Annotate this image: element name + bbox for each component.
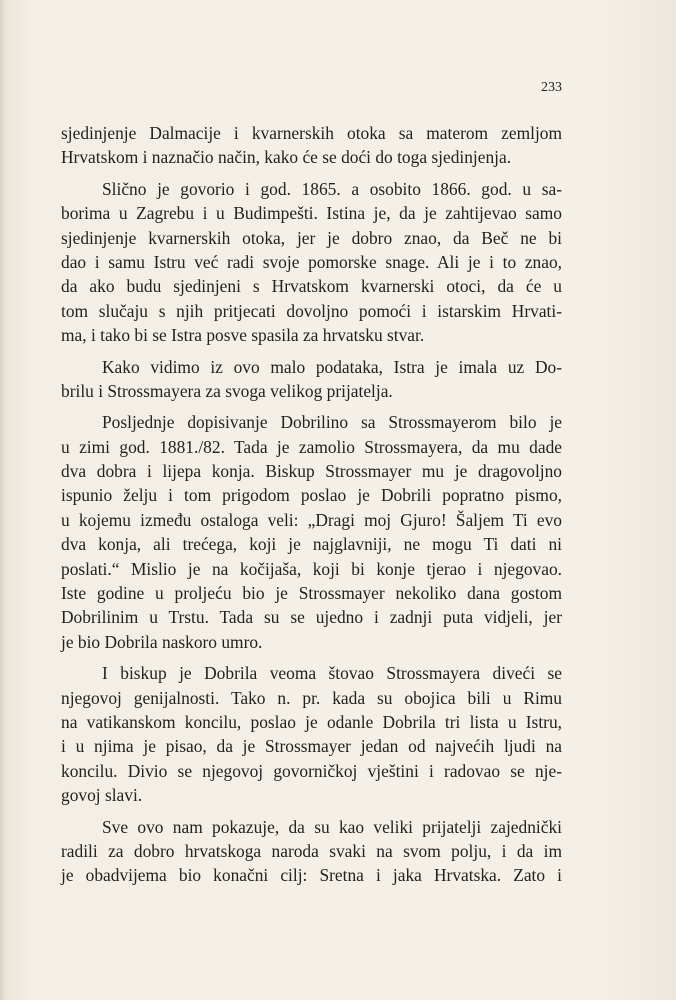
page-number: 233 xyxy=(541,80,562,95)
paragraph xyxy=(61,410,562,654)
text-line: na vatikanskom koncilu, poslao je odanle Dobrila tri lista u Istru, xyxy=(61,711,562,732)
text-line: tom slučaju s njih pritjecati dovoljno pomoći i istarskim Hrvati- xyxy=(61,300,562,321)
text-line: brilu i Strossmayera za svoga velikog prijatelja. xyxy=(61,380,393,401)
text-line: borima u Zagrebu i u Budimpešti. Istina je, da je zahtijevao samo xyxy=(61,203,562,224)
text-line: radili za dobro hrvatskoga naroda svaki na svom polju, i da im xyxy=(61,840,562,861)
text-line: ispunio želju i tom prigodom poslao je Dobrili popratno pismo, xyxy=(61,485,562,506)
text-line: dva dobra i lijepa konja. Biskup Strossmayer mu je dragovoljno xyxy=(61,461,562,482)
text-line: Iste godine u proljeću bio je Strossmayer nekoliko dana gostom xyxy=(61,583,562,604)
paragraph xyxy=(61,661,562,807)
text-line: Posljednje dopisivanje Dobrilino sa Strossmayerom bilo je xyxy=(102,412,562,433)
text-line: Slično je govorio i god. 1865. a osobito 1866. god. u sa- xyxy=(102,178,562,199)
text-line: da ako budu sjedinjeni s Hrvatskom kvarnerski otoci, da će u xyxy=(61,276,562,297)
text-line: Dobrilinim u Trstu. Tada su se ujedno i zadnji puta vidjeli, jer xyxy=(61,607,562,628)
paragraph-gap xyxy=(61,170,562,177)
text-line: dao i samu Istru već radi svoje pomorske snage. Ali je i to znao, xyxy=(61,251,562,272)
text-line: dva konja, ali trećega, koji je najglavniji, ne mogu Ti dati ni xyxy=(61,534,562,555)
body-text xyxy=(61,121,562,888)
paragraph xyxy=(61,815,562,888)
paragraph-gap xyxy=(61,654,562,661)
text-line: govoj slavi. xyxy=(61,785,143,806)
text-line: ma, i tako bi se Istra posve spasila za hrvatsku stvar. xyxy=(61,325,425,346)
paragraph xyxy=(61,355,562,404)
paragraph-gap xyxy=(61,808,562,815)
text-line: I biskup je Dobrila veoma štovao Strossmayera diveći se xyxy=(102,663,562,684)
text-line: sjedinjenje kvarnerskih otoka, jer je dobro znao, da Beč ne bi xyxy=(61,227,562,248)
paragraph-gap xyxy=(61,348,562,355)
paragraph-gap xyxy=(61,403,562,410)
text-line: u kojemu između ostaloga veli: „Dragi moj Gjuro! Šaljem Ti evo xyxy=(61,509,562,530)
text-line: je bio Dobrila naskoro umro. xyxy=(61,631,263,652)
text-line: Kako vidimo iz ovo malo podataka, Istra je imala uz Do- xyxy=(102,356,562,377)
text-line: poslati.“ Mislio je na kočijaša, koji bi konje tjerao i njegovao. xyxy=(61,558,562,579)
text-line: i u njima je pisao, da je Strossmayer jedan od najvećih ljudi na xyxy=(61,736,562,757)
text-line: u zimi god. 1881./82. Tada je zamolio Strossmayera, da mu dade xyxy=(61,436,562,457)
paragraph xyxy=(61,121,562,170)
text-line: je obadvijema bio konačni cilj: Sretna i jaka Hrvatska. Zato i xyxy=(61,865,562,886)
text-line: Sve ovo nam pokazuje, da su kao veliki prijatelji zajednički xyxy=(102,816,562,837)
paragraph xyxy=(61,177,562,348)
text-line: sjedinjenje Dalmacije i kvarnerskih otoka sa materom zemljom xyxy=(61,123,562,143)
text-line: Hrvatskom i naznačio način, kako će se doći do toga sjedinjenja. xyxy=(61,147,512,168)
page-binding-edge xyxy=(0,0,6,1000)
text-line: koncilu. Divio se njegovoj govorničkoj vještini i radovao se nje- xyxy=(61,760,562,781)
text-line: njegovoj genijalnosti. Tako n. pr. kada su obojica bili u Rimu xyxy=(61,687,562,708)
